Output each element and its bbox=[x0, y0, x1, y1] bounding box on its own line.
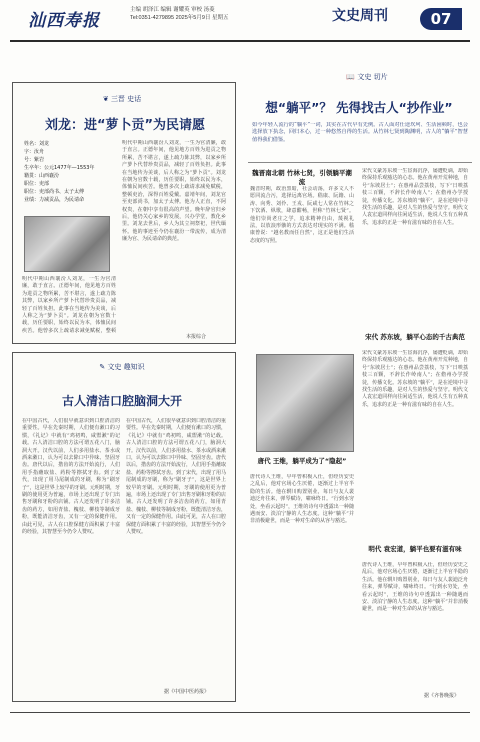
issue-date: Tel:0351-4279895 2025年5月9日 星期五 bbox=[130, 15, 229, 21]
column-tag-label-3: 文史 切片 bbox=[357, 73, 388, 81]
byline-tangping: 据《齐鲁晚报》 bbox=[424, 693, 460, 699]
lead-divider bbox=[248, 162, 472, 163]
headline-tangping: 想“躺平”？ 先得找古人“抄作业” bbox=[265, 100, 453, 115]
headline-oral-hygiene: 古人清洁口腔脑洞大开 bbox=[61, 394, 182, 408]
article-text-liulong: 明代中期山西襄汾人刘龙，一生为官清廉，敢于直言。正德年间，他见地方百姓为进贡之物所累，苦不堪言，遂上疏力陈其弊，以家乡所产萝卜代替珍贵贡品，减轻了百姓负担。此事在当地传为美谈，后人称之为“萝卜贡”。刘龙在朝为官数十载，历任要职，始终以民为本，体恤民间疾苦。他曾多次上疏请求减免赋税，整顿吏治，深得百姓爱戴。嘉靖年间，刘龙官至吏部尚书，加太子太傅。他为人正直，不阿权贵，在朝中享有很高的声望。晚年辞官归乡后，他仍关心家乡的发展，兴办学堂，教化乡里。刘龙去世后，乡人为其立祠祭祀，世代缅怀。他的事迹至今仍在襄汾一带流传，成为清廉为官、为民请命的典范。 bbox=[122, 140, 226, 243]
subhead-wangwei: 唐代 王维，躺平成为了“隐起” bbox=[257, 457, 347, 465]
column-tag-sanjin bbox=[82, 94, 162, 104]
profile-post: 职位：吏部 bbox=[24, 181, 50, 187]
headline-liulong: 刘龙：进“萝卜贡”为民请愿 bbox=[44, 118, 206, 133]
article-text-right-col4: 宋代文豪苏东坡一生宦海沉浮，屡遭贬谪，却始终保持乐观豁达的心态。他在黄州开荒种地，自号“东坡居士”；在惠州品尝荔枝，写下“日啖荔枝三百颗，不辞长作岭南人”；在儋州办学授徒，传播文化。苏东坡的“躺平”，是在逆境中寻找生活的乐趣，是对人生的热爱与坚守。明代文人袁宏道同样向往闲适生活，他说人生有五种真乐，追求的正是一种有滋有味的自在人生。 bbox=[362, 350, 468, 408]
section-title: 文史周刊 bbox=[332, 8, 388, 24]
article-text-liulong-cont: 明代中期山西襄汾人刘龙，一生为官清廉，敢于直言。正德年间，他见地方百姓为进贡之物所累，苦不堪言，遂上疏力陈其弊，以家乡所产萝卜代替珍贵贡品，减轻了百姓负担。此事在当地传为美谈，后人称之为“萝卜贡”。刘龙在朝为官数十载，历任要职，始终以民为本，体恤民间疾苦。他曾多次上疏请求减免赋税，整顿 bbox=[22, 276, 116, 334]
page-number: 07 bbox=[420, 8, 462, 30]
subhead-zhulin: 魏晋南北朝 竹林七贤，引领躺平潮流 bbox=[252, 169, 352, 186]
book-icon: 📖 bbox=[346, 73, 356, 81]
column-tag-label: 三晋 史话 bbox=[110, 95, 142, 103]
profile-position: 职位：吏部尚书、太子太傅 bbox=[24, 189, 85, 195]
article-text-oral-col1: 在中国古代，人们很早就意识到口腔清洁的重要性。早在先秦时期，人们便有漱口的习惯，《礼记》中就有“鸡初鸣，咸盥漱”的记载。古人清洁口腔的方法可谓五花八门，脑洞大开。汉代以前，人们多用盐水、茶水或酒来漱口，认为可以去除口中异味、坚固牙齿。唐代以后，揩齿的方法开始流行，人们用手指蘸取盐、药粉等擦拭牙齿。到了宋代，出现了用马尾制成的牙刷，称为“刷牙子”，这是世界上较早的牙刷。元明时期，牙刷的使用更为普遍，市场上还出现了专门出售牙刷和牙粉的店铺。古人还发明了许多洁齿的药方，如用青盐、槐枝、柳枝等制成牙粉，既能清洁牙齿，又有一定的保健作用。由此可见，古人在口腔保健方面积累了丰富的经验，其智慧至今仍令人赞叹。 bbox=[22, 418, 120, 536]
article-text-right-col3: 宋代文豪苏东坡一生宦海沉浮，屡遭贬谪，却始终保持乐观豁达的心态。他在黄州开荒种地，自号“东坡居士”；在惠州品尝荔枝，写下“日啖荔枝三百颗，不辞长作岭南人”；在儋州办学授徒，传播文化。苏东坡的“躺平”，是在逆境中寻找生活的乐趣，是对人生的热爱与坚守。明代文人袁宏道同样向往闲适生活，他说人生有五种真乐，追求的正是一种有滋有味的自在人生。 bbox=[362, 168, 468, 226]
article-text-oral-col2: 在中国古代，人们很早就意识到口腔清洁的重要性。早在先秦时期，人们便有漱口的习惯，《礼记》中就有“鸡初鸣，咸盥漱”的记载。古人清洁口腔的方法可谓五花八门，脑洞大开。汉代以前，人们多用盐水、茶水或酒来漱口，认为可以去除口中异味、坚固牙齿。唐代以后，揩齿的方法开始流行，人们用手指蘸取盐、药粉等擦拭牙齿。到了宋代，出现了用马尾制成的牙刷，称为“刷牙子”，这是世界上较早的牙刷。元明时期，牙刷的使用更为普遍，市场上还出现了专门出售牙刷和牙粉的店铺。古人还发明了许多洁齿的药方，如用青盐、槐枝、柳枝等制成牙粉，既能清洁牙齿，又有一定的保健作用。由此可见，古人在口腔保健方面积累了丰富的经验，其智慧至今仍令人赞叹。 bbox=[126, 418, 226, 536]
article-text-right-col2: 唐代诗人王维，早年曾积极入仕，但经历安史之乱后，他对官场心生厌倦，逐渐过上半官半隐的生活。他在辋川购置别业，每日与友人裴迪泛舟往来，弹琴赋诗，啸咏终日。“行到水穷处，坐看云起时”，王维的诗句中透露出一种随遇而安、淡泊宁静的人生态度。这种“躺平”并非消极避世，而是一种对生命的从容与豁达。 bbox=[250, 474, 354, 525]
column-tag-qiepian bbox=[322, 72, 412, 82]
newspaper-logo: 汕西寿报 bbox=[28, 11, 100, 31]
article-text-right-col5: 唐代诗人王维，早年曾积极入仕，但经历安史之乱后，他对官场心生厌倦，逐渐过上半官半隐的生活。他在辋川购置别业，每日与友人裴迪泛舟往来，弹琴赋诗，啸咏终日。“行到水穷处，坐看云起时”，王维的诗句中透露出一种随遇而安、淡泊宁静的人生态度。这种“躺平”并非消极避世，而是一种对生命的从容与豁达。 bbox=[362, 562, 468, 613]
column-tag-label-2: 文史 趣知识 bbox=[107, 363, 145, 371]
article-lead: 如今年轻人流行的“躺平”一词，其实在古代早有先例。古人面对仕途坎坷、生活困顿时，也会选择放下执念，回归本心，过一种悠然自得的生活。从竹林七贤到陶渊明，古人的“躺平”智慧值得我们借鉴。 bbox=[252, 122, 468, 143]
scroll-icon: ✎ bbox=[99, 363, 106, 371]
subhead-sudongpo: 宋代 苏东坡，躺平心态的千古典范 bbox=[365, 333, 465, 341]
article-text-right-col1: 魏晋时期，政治黑暗，社会动荡，许多文人不愿同流合污，选择远离官场。嵇康、阮籍、山涛、向秀、刘伶、王戎、阮咸七人常在竹林之下饮酒、纵歌，肆意酣畅，世称“竹林七贤”。他们崇尚老庄之学，追求精神自由，蔑视礼法，以放浪形骸的方式表达对现实的不满。嵇康曾说：“越名教而任自然”，这正是他们生活态度的写照。 bbox=[250, 186, 354, 244]
profile-name: 姓名：刘龙 bbox=[24, 141, 50, 147]
issue-editors: 主编 胡泽江 编辑 谢耀英 审校 汤菱 bbox=[130, 7, 215, 13]
subhead-yuanhongdao: 明代 袁宏道，躺平也要有滋有味 bbox=[368, 545, 462, 553]
profile-courtesy: 字：汝舟 bbox=[24, 149, 45, 155]
portrait-image bbox=[24, 216, 110, 272]
profile-achievement: 业绩：力减贡品，为民请命 bbox=[24, 197, 85, 203]
profile-alias: 号：紫岩 bbox=[24, 157, 45, 163]
byline-liulong: 本报综合 bbox=[186, 334, 207, 340]
illustration-image bbox=[256, 354, 354, 452]
byline-oral: 据《中国中医药报》 bbox=[164, 689, 210, 695]
profile-box bbox=[24, 140, 124, 204]
profile-lifespan: 生卒年：公元1477年—1553年 bbox=[24, 165, 95, 171]
ribbon-icon: ❦ bbox=[102, 95, 109, 103]
issue-info bbox=[130, 6, 330, 22]
footer-rule bbox=[10, 712, 470, 713]
column-tag-quzhishi bbox=[92, 362, 152, 372]
profile-hometown: 籍贯：山西襄汾 bbox=[24, 173, 60, 179]
